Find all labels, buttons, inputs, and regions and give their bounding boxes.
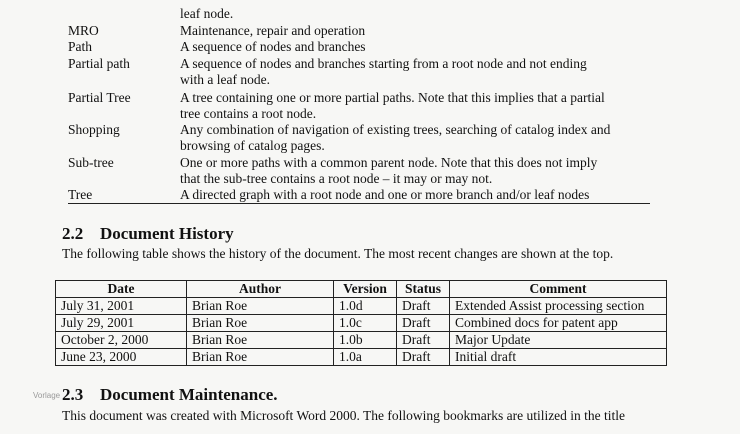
column-header-author: Author [187,281,334,298]
glossary-definition: browsing of catalog pages. [180,138,325,153]
table-bottom-rule [68,203,650,204]
column-header-version: Version [334,281,397,298]
cell-author: Brian Roe [187,332,334,349]
glossary-definition: Maintenance, repair and operation [180,23,366,38]
glossary-fragment: leaf node. [180,6,234,21]
glossary-definition: A directed graph with a root node and one or more branch and/or leaf nodes [180,187,590,202]
section-title: Document Maintenance. [100,385,278,404]
column-header-status: Status [397,281,450,298]
cell-version: 1.0c [334,315,397,332]
table-row [56,349,667,366]
cell-date: July 31, 2001 [56,298,187,315]
table-row [56,332,667,349]
cell-version: 1.0a [334,349,397,366]
table-header-row [56,281,667,298]
glossary-definition: that the sub-tree contains a root node – it may or may not. [180,171,493,186]
cell-author: Brian Roe [187,349,334,366]
section-heading-history [62,224,234,244]
section-heading-maintenance [62,385,278,405]
glossary-definition: A sequence of nodes and branches starting from a root node and not ending [180,56,587,71]
glossary-definition: A tree containing one or more partial paths. Note that this implies that a partial [180,90,605,105]
glossary-term: Tree [68,187,93,202]
cell-date: June 23, 2000 [56,349,187,366]
glossary-term: MRO [68,23,99,38]
cell-status: Draft [397,332,450,349]
cell-version: 1.0d [334,298,397,315]
cell-author: Brian Roe [187,298,334,315]
column-header-comment: Comment [450,281,667,298]
glossary-term: Path [68,39,93,54]
section-number: 2.2 [62,224,84,243]
section-number: 2.3 [62,385,84,404]
glossary-definition: Any combination of navigation of existing trees, searching of catalog index and [180,122,611,137]
maintenance-intro: This document was created with Microsoft Word 2000. The following bookmarks are utilized in the title [62,408,626,423]
cell-comment: Major Update [450,332,667,349]
glossary-definition: A sequence of nodes and branches [180,39,366,54]
cell-version: 1.0b [334,332,397,349]
cell-comment: Combined docs for patent app [450,315,667,332]
glossary-term: Partial Tree [68,90,131,105]
cell-comment: Initial draft [450,349,667,366]
cell-status: Draft [397,349,450,366]
column-header-date: Date [56,281,187,298]
cell-date: July 29, 2001 [56,315,187,332]
cell-status: Draft [397,315,450,332]
history-table [55,280,667,366]
cell-comment: Extended Assist processing section [450,298,667,315]
glossary-term: Sub-tree [68,155,114,170]
watermark: Vorlage [33,391,61,400]
table-row [56,315,667,332]
cell-date: October 2, 2000 [56,332,187,349]
section-title: Document History [100,224,234,243]
cell-status: Draft [397,298,450,315]
glossary-definition: One or more paths with a common parent node. Note that this does not imply [180,155,598,170]
glossary-definition: tree contains a root node. [180,106,317,121]
glossary-term: Shopping [68,122,120,137]
history-intro: The following table shows the history of the document. The most recent changes are shown at the top. [62,246,614,261]
cell-author: Brian Roe [187,315,334,332]
glossary-term: Partial path [68,56,130,71]
glossary-definition: with a leaf node. [180,72,270,87]
table-row [56,298,667,315]
